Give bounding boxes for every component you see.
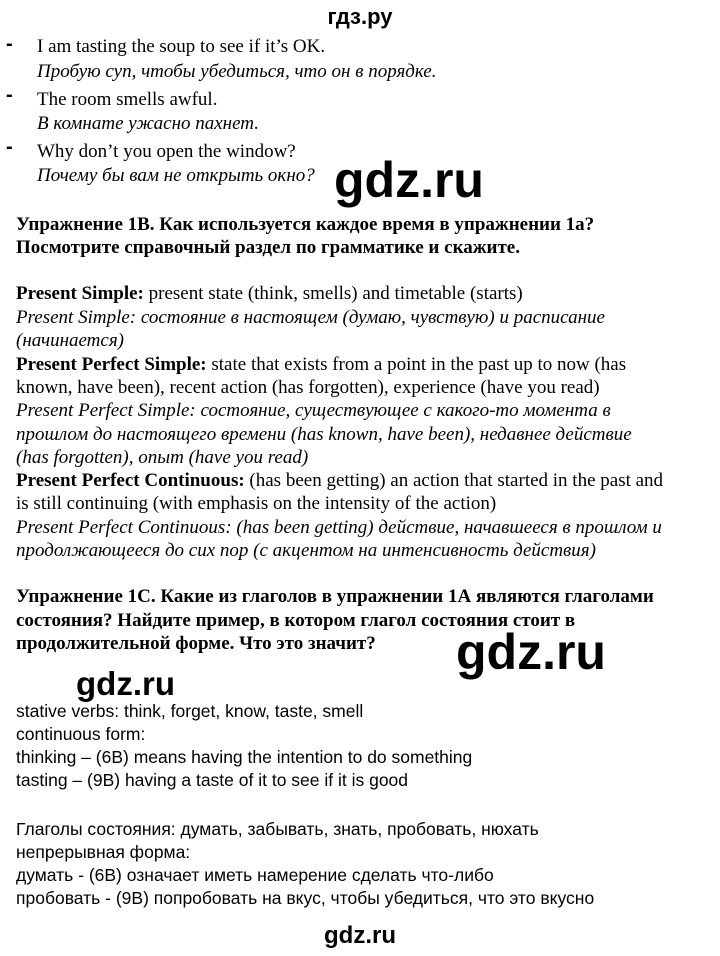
watermark: gdz.ru: [456, 624, 606, 680]
dash-3: -: [6, 136, 13, 158]
dash-2: -: [6, 84, 13, 106]
present-perfect-continuous-text: is still continuing (with emphasis on the intensity of the action): [16, 493, 497, 514]
exercise-1b-heading: Упражнение 1B. Как используется каждое время в упражнении 1а?: [16, 214, 595, 235]
present-perfect-simple-paragraph: [16, 353, 626, 377]
dialogue-en-1: I am tasting the soup to see if it’s OK.: [37, 36, 326, 57]
present-simple-ru: (начинается): [16, 330, 124, 351]
answer-en-line: stative verbs: think, forget, know, taste, smell: [16, 701, 364, 721]
present-perfect-simple-ru: Present Perfect Simple: состояние, существующее с какого-то момента в: [16, 400, 611, 421]
present-perfect-simple-ru: (has forgotten), опыт (have you read): [16, 447, 309, 468]
answer-ru-line: думать - (6B) означает иметь намерение сделать что-либо: [16, 865, 494, 885]
watermark: gdz.ru: [334, 152, 484, 208]
present-perfect-simple-label: Present Perfect Simple:: [16, 354, 207, 375]
present-perfect-continuous-ru: продолжающееся до сих пор (с акцентом на интенсивность действия): [16, 540, 596, 561]
dialogue-ru-3: Почему бы вам не открыть окно?: [37, 165, 315, 186]
present-perfect-simple-ru: прошлом до настоящего времени (has known, have been), недавнее действие: [16, 424, 632, 445]
exercise-1c-heading: продолжительной форме. Что это значит?: [16, 633, 376, 654]
answer-ru-line: непрерывная форма:: [16, 842, 191, 862]
present-perfect-simple-text: known, have been), recent action (has forgotten), experience (have you read): [16, 377, 600, 398]
answer-ru-line: пробовать - (9B) попробовать на вкус, чтобы убедиться, что это вкусно: [16, 888, 595, 908]
dialogue-en-3: Why don’t you open the window?: [37, 141, 296, 162]
present-simple-label: Present Simple:: [16, 283, 144, 304]
present-simple-text: present state (think, smells) and timetable (starts): [143, 283, 523, 304]
exercise-1b-heading: Посмотрите справочный раздел по грамматике и скажите.: [16, 237, 520, 258]
present-simple-ru: Present Simple: состояние в настоящем (думаю, чувствую) и расписание: [16, 307, 605, 328]
present-perfect-continuous-text: (has been getting) an action that started in the past and: [244, 470, 664, 491]
present-perfect-continuous-label: Present Perfect Continuous:: [16, 470, 245, 491]
dialogue-ru-1: Пробую суп, чтобы убедиться, что он в порядке.: [37, 61, 437, 82]
exercise-1c-heading: состояния? Найдите пример, в котором глагол состояния стоит в: [16, 610, 576, 631]
exercise-1c-heading: Упражнение 1С. Какие из глаголов в упражнении 1А являются глаголами: [16, 586, 654, 607]
present-perfect-continuous-ru: Present Perfect Continuous: (has been getting) действие, начавшееся в прошлом и: [16, 517, 662, 538]
present-perfect-simple-text: state that exists from a point in the past up to now (has: [206, 354, 627, 375]
answer-en-line: thinking – (6B) means having the intention to do something: [16, 747, 473, 767]
answer-ru-line: Глаголы состояния: думать, забывать, знать, пробовать, нюхать: [16, 819, 539, 839]
answer-en-line: tasting – (9B) having a taste of it to see if it is good: [16, 770, 409, 790]
dialogue-ru-2: В комнате ужасно пахнет.: [37, 113, 259, 134]
site-header: гдз.ру: [327, 4, 393, 29]
dash-1: -: [6, 33, 13, 55]
dialogue-en-2: The room smells awful.: [37, 89, 218, 110]
present-simple-paragraph: [16, 282, 523, 306]
answer-en-line: continuous form:: [16, 724, 146, 744]
watermark: gdz.ru: [76, 665, 175, 702]
present-perfect-continuous-paragraph: [16, 469, 663, 493]
footer-watermark: gdz.ru: [324, 922, 396, 949]
